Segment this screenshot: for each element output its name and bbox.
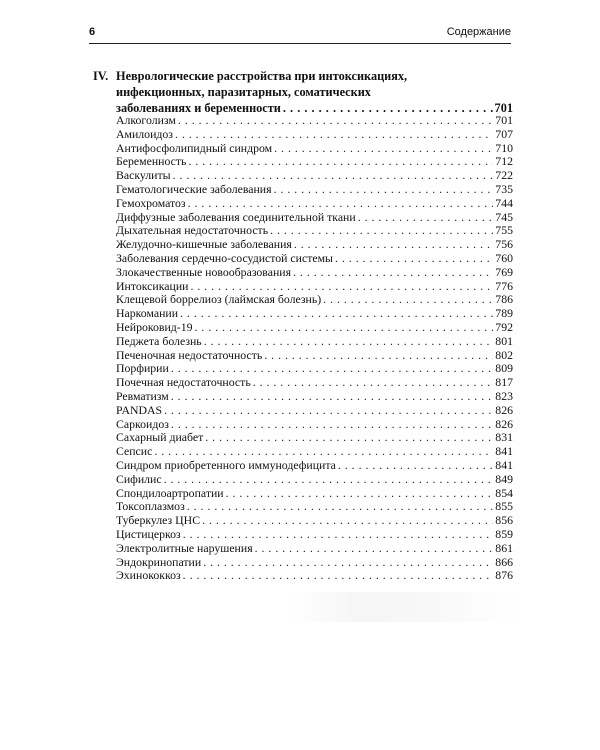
toc-entry-page: 854: [495, 485, 513, 500]
dot-leader: [171, 418, 493, 432]
toc-entry-title: Эхинококкоз: [116, 568, 181, 583]
dot-leader: [188, 197, 493, 211]
dot-leader: [187, 500, 493, 514]
toc-entry-title: Диффузные заболевания соединительной ткани: [116, 209, 356, 224]
toc-entry-title: Гемохроматоз: [116, 195, 186, 210]
toc-entry-title: Гематологические заболевания: [116, 181, 272, 196]
toc-entry-page: 831: [495, 430, 513, 445]
section-title-line-3-text: заболеваниях и беременности: [116, 101, 281, 115]
dot-leader: [203, 556, 493, 570]
toc-entry-title: Клещевой боррелиоз (лаймская болезнь): [116, 292, 322, 307]
toc-entry-page: 801: [495, 333, 513, 348]
toc-entry-page: 744: [495, 195, 513, 210]
toc-entry: [116, 211, 513, 225]
dot-leader: [264, 349, 493, 363]
toc-entry: [116, 349, 513, 363]
dot-leader: [180, 307, 493, 321]
toc-entries: [116, 114, 513, 583]
toc-entry-title: Сахарный диабет: [116, 430, 204, 445]
dot-leader: [226, 487, 493, 501]
toc-entry-page: 841: [495, 457, 513, 472]
toc-entry-page: 849: [495, 471, 513, 486]
toc-entry: [116, 556, 513, 570]
toc-entry-page: 701: [495, 113, 513, 127]
toc-entry-title: Сепсис: [116, 444, 153, 459]
toc-entry: [116, 473, 513, 487]
dot-leader: [294, 238, 493, 252]
toc-entry-title: Злокачественные новообразования: [116, 264, 292, 279]
toc-entry: [116, 569, 513, 583]
toc-entry-page: 786: [495, 292, 513, 307]
toc-entry-page: 826: [495, 416, 513, 431]
dot-leader: [190, 280, 493, 294]
toc-entry: [116, 335, 513, 349]
toc-entry-title: Почечная недостаточность: [116, 375, 251, 390]
toc-entry-title: Токсоплазмоз: [116, 499, 185, 514]
dot-leader: [164, 404, 493, 418]
dot-leader: [183, 528, 493, 542]
toc-entry: [116, 431, 513, 445]
toc-entry: [116, 266, 513, 280]
toc-entry: [116, 362, 513, 376]
toc-entry: [116, 445, 513, 459]
toc-entry-page: 855: [495, 499, 513, 514]
toc-entry-page: 856: [495, 513, 513, 528]
toc-entry-title: Саркоидоз: [116, 416, 169, 431]
dot-leader: [164, 473, 493, 487]
toc-entry-page: 756: [495, 237, 513, 252]
dot-leader: [195, 321, 493, 335]
toc-entry: [116, 514, 513, 528]
section-page: 701: [494, 101, 513, 115]
toc-entry: [116, 197, 513, 211]
toc-entry-title: Туберкулез ЦНС: [116, 513, 201, 528]
toc-entry: [116, 404, 513, 418]
scan-smudge: [290, 592, 520, 622]
toc-entry-page: 722: [495, 168, 513, 183]
dot-leader: [338, 459, 493, 473]
toc-entry-page: 823: [495, 388, 513, 403]
toc-entry-page: 859: [495, 526, 513, 541]
toc-entry: [116, 293, 513, 307]
dot-leader: [205, 431, 493, 445]
toc-entry-page: 776: [495, 278, 513, 293]
toc-entry-title: Антифосфолипидный синдром: [116, 140, 273, 155]
toc-entry-title: Педжета болезнь: [116, 333, 202, 348]
toc-entry-page: 876: [495, 568, 513, 583]
dot-leader: [188, 155, 493, 169]
toc-entry-title: Амилоидоз: [116, 126, 173, 141]
toc-entry: [116, 224, 513, 238]
toc-entry: [116, 169, 513, 183]
toc-entry: [116, 280, 513, 294]
toc-entry: [116, 459, 513, 473]
toc-entry-title: Спондилоартропатии: [116, 485, 224, 500]
toc-entry: [116, 418, 513, 432]
toc-entry: [116, 321, 513, 335]
toc-entry-title: Интоксикации: [116, 278, 189, 293]
dot-leader: [154, 445, 493, 459]
toc-entry: [116, 376, 513, 390]
dot-leader: [171, 362, 493, 376]
dot-leader: [293, 266, 493, 280]
toc-entry: [116, 500, 513, 514]
toc-entry-title: Алкоголизм: [116, 113, 176, 127]
header-rule: [89, 43, 511, 44]
dot-leader: [253, 376, 493, 390]
dot-leader: [173, 169, 493, 183]
dot-leader: [204, 335, 493, 349]
dot-leader: [358, 211, 493, 225]
dot-leader: [255, 542, 493, 556]
toc-entry-title: Синдром приобретенного иммунодефицита: [116, 457, 336, 472]
page-number: 6: [89, 26, 96, 38]
toc-entry: [116, 142, 513, 156]
toc-entry-page: 760: [495, 250, 513, 265]
toc-entry-title: Порфирии: [116, 361, 169, 376]
toc-entry-title: Заболевания сердечно-сосудистой системы: [116, 250, 333, 265]
toc-entry-page: 809: [495, 361, 513, 376]
toc-entry: [116, 542, 513, 556]
toc-entry-title: Дыхательная недостаточность: [116, 223, 269, 238]
toc-entry-title: Электролитные нарушения: [116, 540, 253, 555]
toc-entry-page: 826: [495, 402, 513, 417]
toc-entry-page: 866: [495, 554, 513, 569]
page-header: [89, 26, 511, 44]
toc-entry-page: 817: [495, 375, 513, 390]
toc-entry-title: PANDAS: [116, 402, 163, 417]
toc-entry-title: Эндокринопатии: [116, 554, 202, 569]
dot-leader: [175, 128, 493, 142]
toc-entry-page: 755: [495, 223, 513, 238]
toc-entry: [116, 128, 513, 142]
section-title-line-1: Неврологические расстройства при интоксикациях,: [116, 69, 408, 83]
toc-entry: [116, 487, 513, 501]
toc-entry-title: Беременность: [116, 154, 187, 169]
section-title-line-2: инфекционных, паразитарных, соматических: [116, 85, 371, 99]
dot-leader: [270, 224, 493, 238]
dot-leader: [171, 390, 493, 404]
toc-entry-title: Васкулиты: [116, 168, 171, 183]
toc-entry-page: 710: [495, 140, 513, 155]
toc-entry: [116, 528, 513, 542]
toc-entry: [116, 252, 513, 266]
toc-entry-title: Печеночная недостаточность: [116, 347, 263, 362]
dot-leader: [274, 142, 493, 156]
toc-entry: [116, 183, 513, 197]
toc-entry: [116, 390, 513, 404]
toc-entry-page: 735: [495, 181, 513, 196]
toc-entry-title: Сифилис: [116, 471, 162, 486]
toc-entry: [116, 155, 513, 169]
toc-entry-title: Наркомании: [116, 306, 179, 321]
toc-entry-page: 712: [495, 154, 513, 169]
toc-entry-page: 802: [495, 347, 513, 362]
toc-entry-page: 861: [495, 540, 513, 555]
toc-entry: [116, 114, 513, 128]
toc-entry: [116, 307, 513, 321]
toc-entry-title: Ревматизм: [116, 388, 169, 403]
dot-leader: [274, 183, 493, 197]
toc-entry-page: 841: [495, 444, 513, 459]
toc-entry-page: 745: [495, 209, 513, 224]
running-title: Содержание: [446, 26, 511, 38]
dot-leader: [183, 569, 493, 583]
toc-entry-page: 707: [495, 126, 513, 141]
toc-entry-page: 792: [495, 319, 513, 334]
section-numeral: IV.: [93, 69, 109, 83]
toc-entry-title: Цистицеркоз: [116, 526, 181, 541]
dot-leader: [178, 114, 493, 128]
dot-leader: [335, 252, 493, 266]
toc-entry-page: 769: [495, 264, 513, 279]
toc-entry-page: 789: [495, 306, 513, 321]
toc-entry-title: Нейроковид-19: [116, 319, 193, 334]
toc-entry-title: Желудочно-кишечные заболевания: [116, 237, 292, 252]
dot-leader: [202, 514, 493, 528]
dot-leader: [323, 293, 493, 307]
toc-entry: [116, 238, 513, 252]
